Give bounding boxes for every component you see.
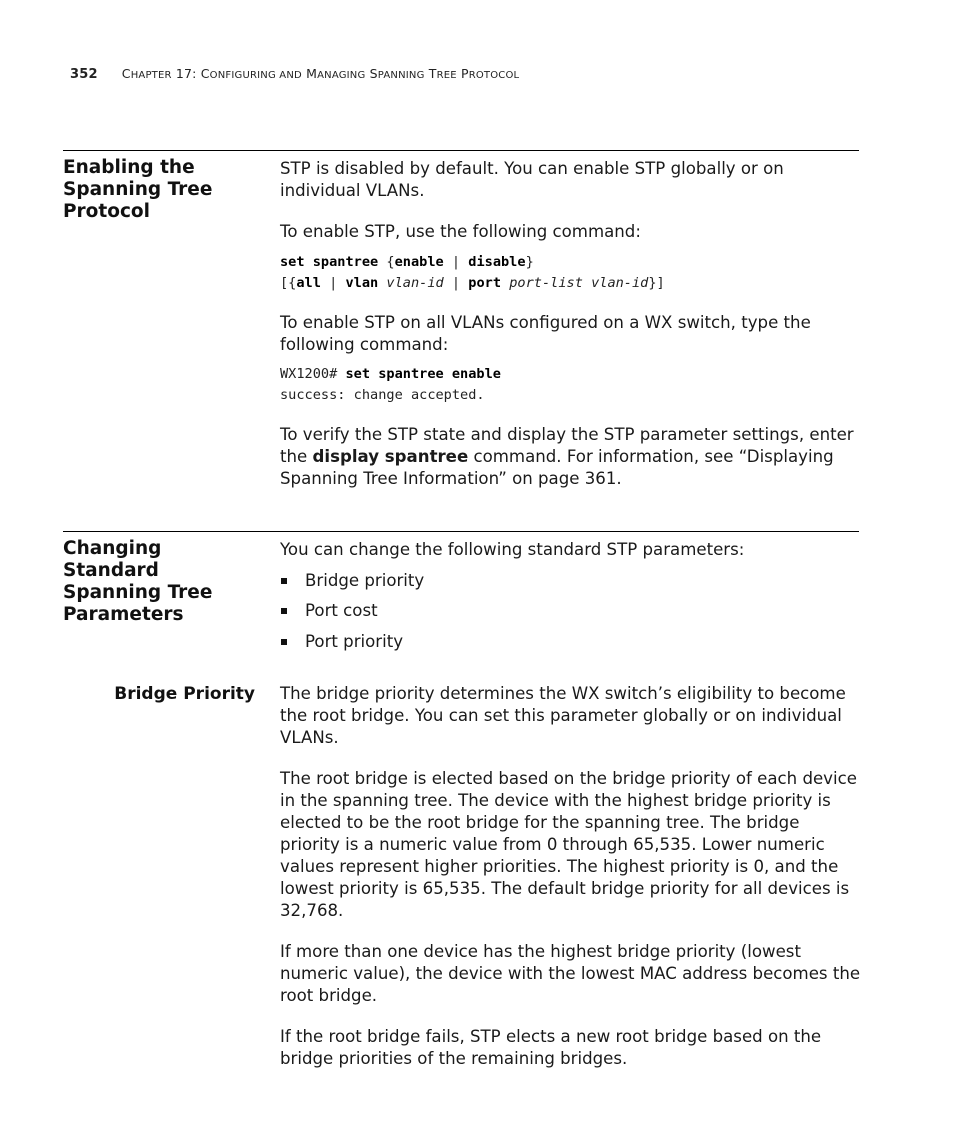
section-body-enabling-stp: [280, 158, 862, 490]
paragraph: STP is disabled by default. You can enable STP globally or on individual VLANs.: [280, 159, 784, 200]
page-number: 352: [70, 67, 98, 82]
section-divider: [63, 150, 859, 151]
command-example: WX1200# set spantree enable success: change accepted.: [280, 366, 501, 403]
chapter-title: CHAPTER 17: CONFIGURING AND MANAGING SPANNING TREE PROTOCOL: [121, 66, 520, 81]
paragraph: To enable STP on all VLANs configured on a WX switch, type the following command:: [280, 313, 811, 354]
bullet-icon: [281, 639, 287, 645]
paragraph: To verify the STP state and display the STP parameter settings, enter the display spantree command. For information, see “Displaying Spanning Tree Information” on page 361.: [280, 425, 854, 488]
section-divider: [63, 531, 859, 532]
paragraph: You can change the following standard STP parameters:: [280, 540, 745, 559]
section-heading-enabling-stp: Enabling the Spanning Tree Protocol: [63, 157, 213, 222]
bullet-icon: [281, 608, 287, 614]
paragraph: If more than one device has the highest bridge priority (lowest numeric value), the device with the lowest MAC address becomes the root bridge.: [280, 942, 861, 1005]
list-item: Port priority: [280, 631, 862, 653]
paragraph: To enable STP, use the following command:: [280, 222, 641, 241]
paragraph: The bridge priority determines the WX switch’s eligibility to become the root bridge. You can set this parameter globally or on individual VLANs.: [280, 684, 846, 747]
subsection-body-bridge-priority: [280, 683, 862, 1070]
section-heading-changing-parameters: Changing Standard Spanning Tree Parameters: [63, 538, 213, 625]
paragraph: If the root bridge fails, STP elects a new root bridge based on the bridge priorities of the remaining bridges.: [280, 1027, 822, 1068]
bullet-list: [280, 570, 862, 653]
running-head: [70, 66, 519, 82]
subsection-heading-bridge-priority: Bridge Priority: [114, 684, 255, 704]
paragraph: The root bridge is elected based on the bridge priority of each device in the spanning tree. The device with the highest bridge priority is elected to be the root bridge for the spanning tree. The bridge priority is a numeric value from 0 through 65,535. Lower numeric values represent higher priorities. The highest priority is 0, and the lowest priority is 65,535. The default bridge priority for all devices is 32,768.: [280, 769, 857, 920]
bullet-icon: [281, 578, 287, 584]
command-syntax: set spantree {enable | disable} [{all | vlan vlan-id | port port-list vlan-id}]: [280, 254, 665, 291]
section-body-changing-parameters: [280, 539, 862, 653]
list-item: Port cost: [280, 600, 862, 622]
command-reference: display spantree: [312, 447, 469, 466]
list-item: Bridge priority: [280, 570, 862, 592]
